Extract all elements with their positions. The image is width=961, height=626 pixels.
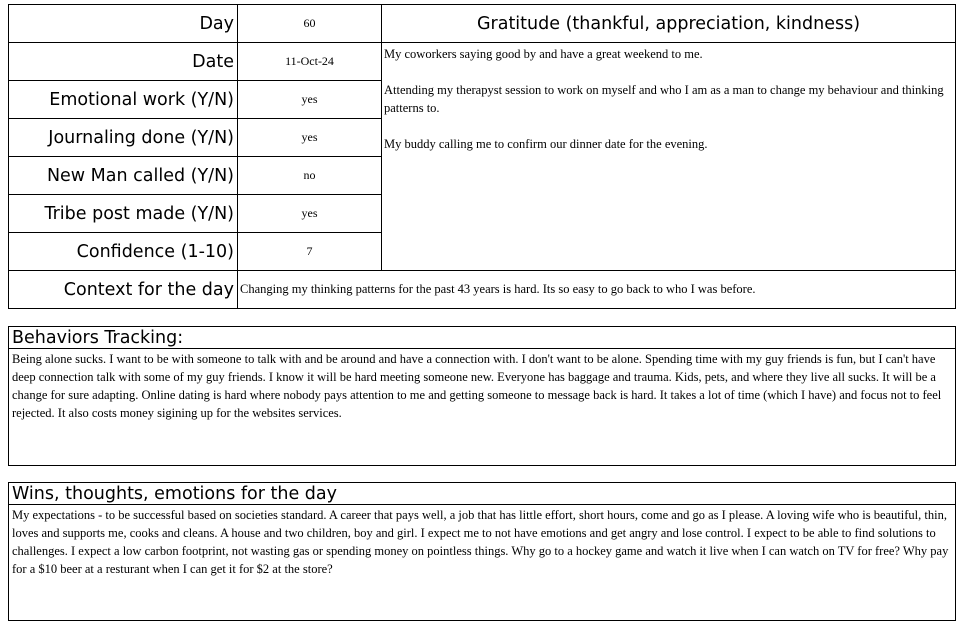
date-value[interactable]: 11-Oct-24 (238, 43, 382, 81)
new-man-value[interactable]: no (238, 157, 382, 195)
journaling-value[interactable]: yes (238, 119, 382, 157)
day-value[interactable]: 60 (238, 5, 382, 43)
context-label: Context for the day (9, 271, 238, 309)
tribe-post-label: Tribe post made (Y/N) (9, 195, 238, 233)
new-man-label: New Man called (Y/N) (9, 157, 238, 195)
confidence-label: Confidence (1-10) (9, 233, 238, 271)
gratitude-heading: Gratitude (thankful, appreciation, kindness) (382, 5, 956, 43)
behaviors-section (8, 326, 956, 466)
journaling-label: Journaling done (Y/N) (9, 119, 238, 157)
gratitude-entry: Attending my therapyst session to work on myself and who I am as a man to change my behaviour and thinking patterns to. (384, 83, 944, 115)
wins-text[interactable]: My expectations - to be successful based on societies standard. A career that pays well, a job that has little effort, short hours, come and go as I please. A loving wife who is beautiful, thin, loves and supports me, cooks and cleans. A house and two children, boy and girl. I expect me to not have emotions and get angry and lose control. I expect to be able to find solutions to challenges. I expect a low carbon footprint, not wasting gas or spending money on pointless things. Why go to a hockey game and watch it live when I can watch on TV for free? Why pay for a $10 beer at a resturant when I can get it for $2 at the store? (12, 508, 949, 576)
gratitude-entry: My buddy calling me to confirm our dinner date for the evening. (384, 137, 708, 151)
wins-section (8, 482, 956, 621)
emotional-work-label: Emotional work (Y/N) (9, 81, 238, 119)
day-label: Day (9, 5, 238, 43)
context-value[interactable]: Changing my thinking patterns for the past 43 years is hard. Its so easy to go back to who I was before. (238, 271, 956, 309)
behaviors-text[interactable]: Being alone sucks. I want to be with someone to talk with and be around and have a connection with. I don't want to be alone. Spending time with my guy friends is fun, but I can't have deep connection talk with some of my guy friends. I know it will be hard meeting someone new. Everyone has baggage and trauma. Kids, pets, and where they live all sucks. It will be a change for sure adapting. Online dating is hard where nobody pays attention to me and getting someone to message back is hard. It takes a lot of time (which I have) and focus not to feel rejected. It also costs money sigining up for the websites services. (12, 352, 942, 420)
date-label: Date (9, 43, 238, 81)
gratitude-entry: My coworkers saying good by and have a great weekend to me. (384, 47, 703, 61)
confidence-value[interactable]: 7 (238, 233, 382, 271)
gratitude-entries[interactable] (382, 43, 956, 271)
tribe-post-value[interactable]: yes (238, 195, 382, 233)
wins-heading: Wins, thoughts, emotions for the day (9, 483, 955, 505)
behaviors-heading: Behaviors Tracking: (9, 327, 955, 349)
daily-tracker-table (8, 4, 956, 309)
emotional-work-value[interactable]: yes (238, 81, 382, 119)
